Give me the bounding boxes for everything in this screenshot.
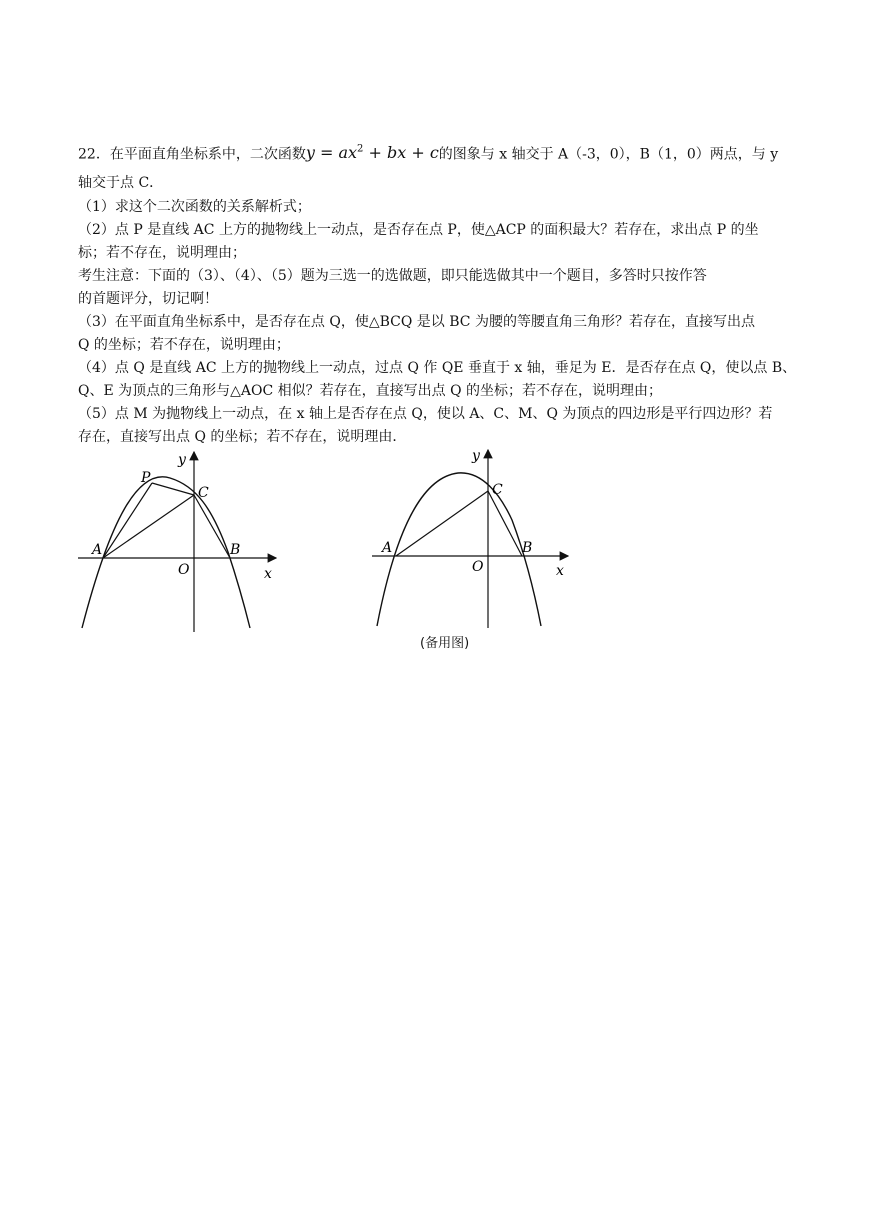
fig2-label-a: A: [382, 540, 393, 556]
fig1-segment-ac: [103, 495, 194, 558]
question-5-line-1: （5）点 M 为抛物线上一动点，在 x 轴上是否存在点 Q，使以 A、C、M、Q 为顶点的四边形是平行四边形？若: [78, 406, 773, 422]
problem-line-2: 轴交于点 C．: [78, 175, 164, 191]
fig1-label-b: B: [230, 542, 241, 558]
note-line-2: 的首题评分，切记啊！: [78, 291, 218, 307]
fig1-segment-pc: [152, 483, 194, 495]
fig2-segment-cb: [488, 491, 522, 556]
problem-intro-cont: 的图象与 x 轴交于 A（-3，0），B（1，0）两点，与 y: [438, 146, 779, 163]
question-5-line-2: 存在，直接写出点 Q 的坐标；若不存在，说明理由．: [78, 429, 407, 445]
figure-2-caption: (备用图): [420, 636, 470, 651]
fig2-parabola-curve: [377, 473, 541, 626]
question-3-line-2: Q 的坐标；若不存在，说明理由；: [78, 337, 290, 353]
question-4-line-1: （4）点 Q 是直线 AC 上方的抛物线上一动点，过点 Q 作 QE 垂直于 x 轴，垂足为 E．是否存在点 Q，使以点 B、: [78, 360, 797, 376]
fig1-segment-cb: [194, 495, 230, 558]
fig1-segment-ap: [103, 483, 152, 558]
formula-exponent: 2: [357, 144, 364, 155]
formula-rest: + bx + c: [363, 143, 439, 163]
question-3-line-1: （3）在平面直角坐标系中，是否存在点 Q，使△BCQ 是以 BC 为腰的等腰直角三角形？若存在，直接写出点: [78, 314, 755, 330]
fig2-label-x: x: [556, 563, 564, 579]
problem-intro: 22．在平面直角坐标系中，二次函数: [78, 146, 306, 163]
question-1: （1）求这个二次函数的关系解析式；: [78, 199, 311, 215]
formula-y: y: [305, 143, 315, 163]
question-2-line-1: （2）点 P 是直线 AC 上方的抛物线上一动点，是否存在点 P，使△ACP 的面积最大？若存在，求出点 P 的坐: [78, 222, 759, 238]
question-2-line-2: 标；若不存在，说明理由；: [78, 245, 246, 261]
fig2-segment-ac: [396, 491, 488, 556]
note-line-1: 考生注意：下面的（3）、（4）、（5）题为三选一的选做题，即只能选做其中一个题目，多答时只按作答: [78, 268, 707, 284]
fig1-label-x: x: [264, 566, 272, 582]
fig2-label-b: B: [522, 540, 533, 556]
fig2-label-o: O: [472, 559, 484, 575]
fig1-label-a: A: [92, 542, 103, 558]
fig1-label-c: C: [198, 485, 209, 501]
fig1-label-o: O: [178, 562, 190, 578]
fig2-label-y: y: [472, 448, 480, 464]
question-4-line-2: Q、E 为顶点的三角形与△AOC 相似？若存在，直接写出点 Q 的坐标；若不存在，说明理由；: [78, 383, 663, 399]
formula-eq: = ax: [314, 143, 358, 163]
fig1-label-y: y: [178, 452, 186, 468]
fig2-label-c: C: [492, 482, 503, 498]
fig1-label-p: P: [141, 470, 151, 486]
